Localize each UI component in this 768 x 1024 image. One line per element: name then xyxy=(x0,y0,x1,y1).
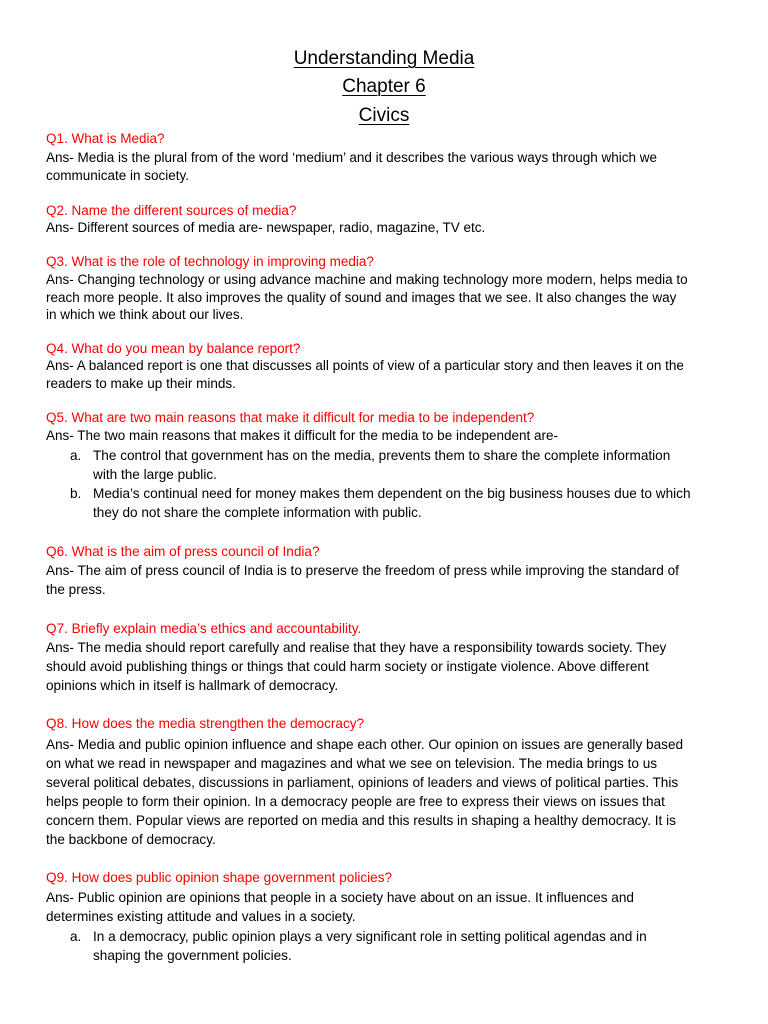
document-title xyxy=(0,44,768,73)
answer-line: the backbone of democracy. xyxy=(46,831,216,847)
question-heading: Q9. How does public opinion shape government policies? xyxy=(46,869,393,885)
answer-line: Ans- Media and public opinion influence and shape each other. Our opinion on issues are generally based xyxy=(46,736,684,752)
point-text xyxy=(93,484,720,522)
question-heading: Q5. What are two main reasons that make it difficult for media to be independent? xyxy=(46,410,535,425)
answer-line: Ans- A balanced report is one that discusses all points of view of a particular story and then leaves it on the xyxy=(46,358,684,373)
answer-line: helps people to form their opinion. In a democracy people are free to express their views on issues that xyxy=(46,793,665,809)
point-text xyxy=(93,446,720,484)
question-heading: Q7. Briefly explain media’s ethics and accountability. xyxy=(46,620,362,636)
point-marker: a. xyxy=(70,447,82,463)
answer-line: Ans- The aim of press council of India is to preserve the freedom of press while improving the standard of xyxy=(46,562,679,578)
point-line: shaping the government policies. xyxy=(93,947,292,963)
question-heading: Q2. Name the different sources of media? xyxy=(46,203,297,218)
subject-heading-text: Civics xyxy=(358,105,410,126)
question-heading: Q4. What do you mean by balance report? xyxy=(46,341,301,356)
point-marker: b. xyxy=(70,485,82,501)
point-text xyxy=(93,927,720,965)
answer-text xyxy=(46,427,720,445)
answer-text xyxy=(46,219,720,237)
answer-text xyxy=(46,735,720,849)
answer-line: Ans- Changing technology or using advance machine and making technology more modern, helps media to xyxy=(46,272,688,287)
answer-line: Ans- The two main reasons that makes it difficult for the media to be independent are- xyxy=(46,428,559,443)
subject-heading xyxy=(0,101,768,130)
answer-text xyxy=(46,271,720,324)
answer-line: on what we read in newspaper and magazines and what we see on television. The media brings to us xyxy=(46,755,658,771)
answer-line: determines existing attitude and values in a society. xyxy=(46,908,356,924)
document-title-text: Understanding Media xyxy=(293,48,475,69)
answer-line: Ans- Different sources of media are- newspaper, radio, magazine, TV etc. xyxy=(46,220,486,235)
answer-line: opinions which in itself is hallmark of democracy. xyxy=(46,677,339,693)
answer-line: readers to make up their minds. xyxy=(46,376,236,391)
answer-line: the press. xyxy=(46,581,106,597)
chapter-heading-text: Chapter 6 xyxy=(342,76,426,97)
answer-line: reach more people. It also improves the quality of sound and images that we see. It also changes the way xyxy=(46,289,677,305)
answer-line: communicate in society. xyxy=(46,168,190,183)
question-heading: Q6. What is the aim of press council of India? xyxy=(46,543,320,559)
question-heading: Q3. What is the role of technology in improving media? xyxy=(46,254,374,269)
answer-line: several political debates, discussions in parliament, opinions of leaders and views of political parties. This xyxy=(46,774,679,790)
answer-text xyxy=(46,149,720,185)
answer-line: Ans- The media should report carefully and realise that they have a responsibility towards society. They xyxy=(46,639,667,655)
answer-text xyxy=(46,888,720,926)
answer-line: in which we think about our lives. xyxy=(46,307,244,322)
question-heading: Q1. What is Media? xyxy=(46,131,165,146)
answer-line: Ans- Public opinion are opinions that people in a society have about on an issue. It influences and xyxy=(46,889,634,905)
point-line: with the large public. xyxy=(93,466,217,482)
point-line: The control that government has on the media, prevents them to share the complete information xyxy=(93,447,671,463)
chapter-heading xyxy=(0,72,768,101)
answer-line: concern them. Popular views are reported on media and this results in shaping a healthy democracy. It is xyxy=(46,812,676,828)
point-marker: a. xyxy=(70,928,82,944)
point-line: In a democracy, public opinion plays a very significant role in setting political agendas and in xyxy=(93,928,647,944)
point-line: they do not share the complete information with public. xyxy=(93,504,422,520)
answer-line: should avoid publishing things or things that could harm society or instigate violence. Above different xyxy=(46,658,649,674)
answer-text xyxy=(46,638,720,695)
question-heading: Q8. How does the media strengthen the democracy? xyxy=(46,715,365,731)
answer-line: Ans- Media is the plural from of the word ‘medium’ and it describes the various ways through which we xyxy=(46,150,658,165)
answer-text xyxy=(46,357,720,393)
point-line: Media’s continual need for money makes them dependent on the big business houses due to which xyxy=(93,485,691,501)
answer-text xyxy=(46,561,720,599)
